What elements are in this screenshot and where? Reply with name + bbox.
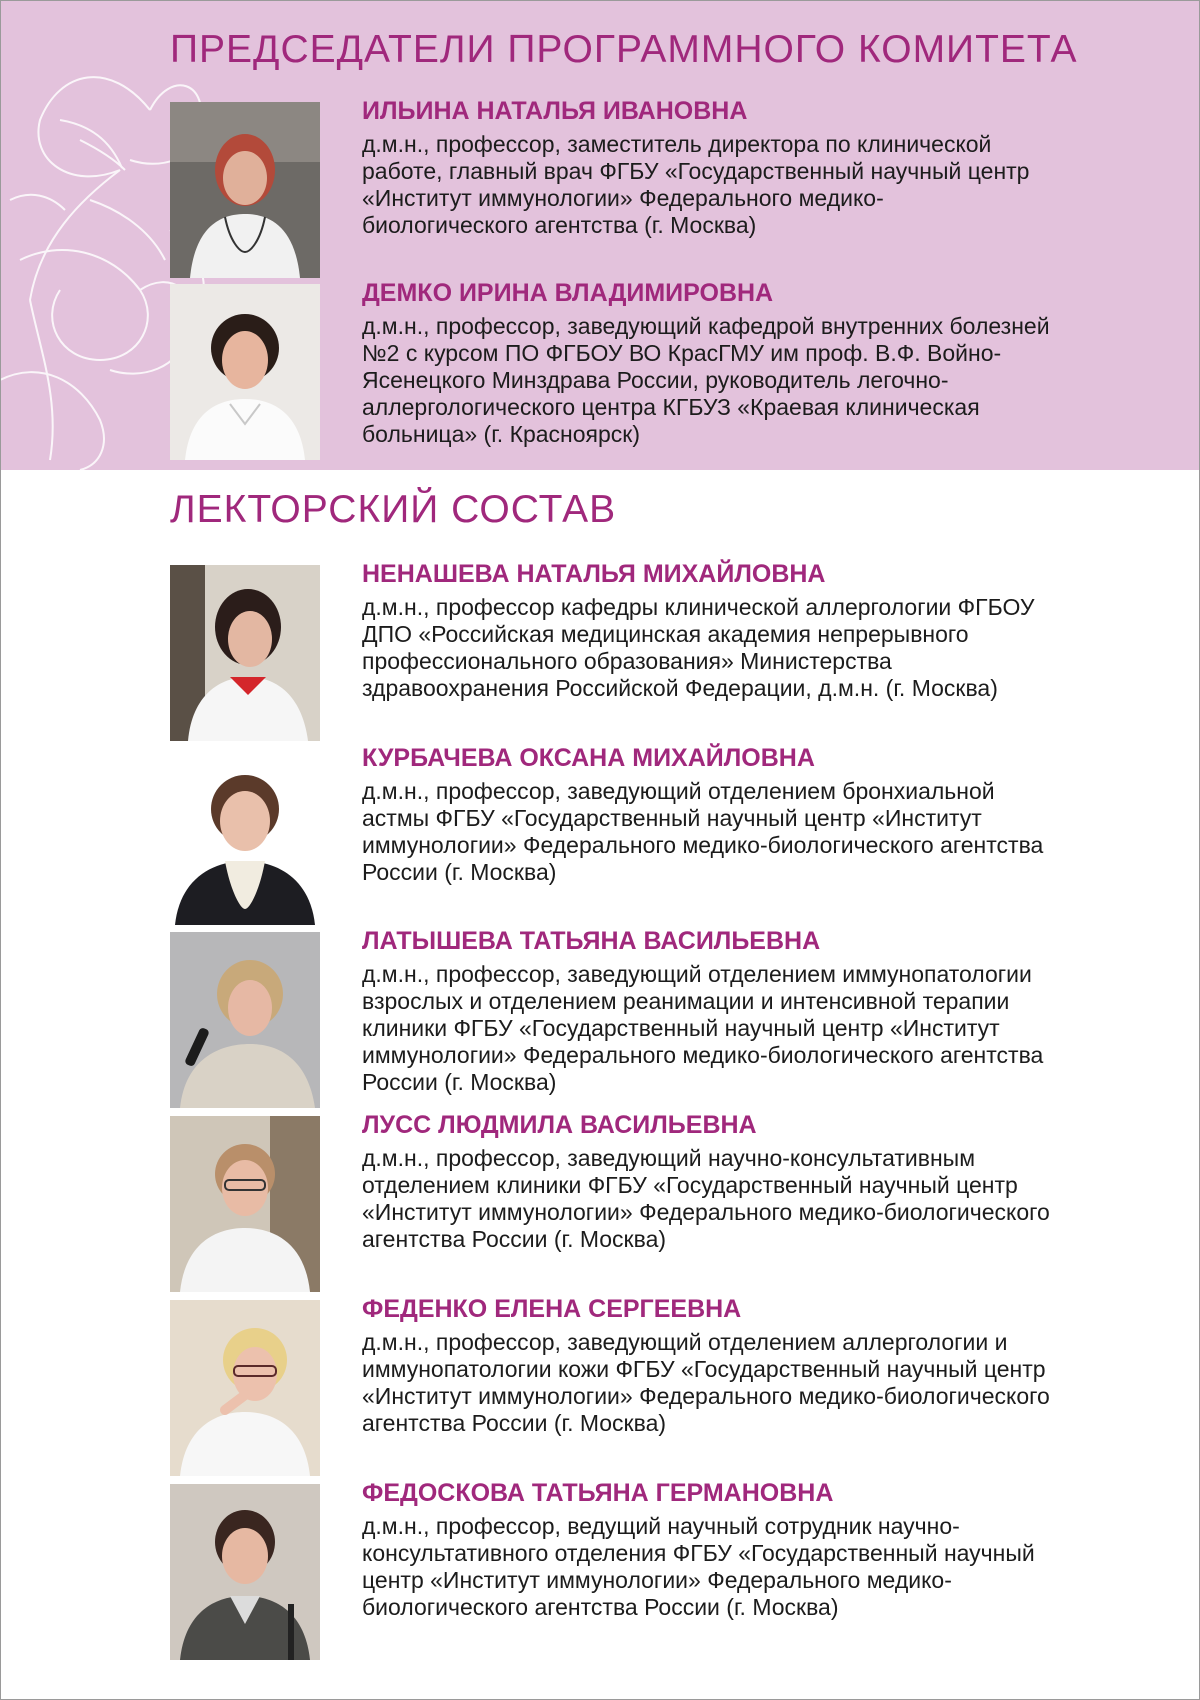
person-name: КУРБАЧЕВА ОКСАНА МИХАЙЛОВНА bbox=[362, 744, 815, 772]
person-description: д.м.н., профессор, ведущий научный сотрудник научно- консультативного отделения ФГБУ «Государственный научный центр «Институт иммунологии» Федерального медико- биологического агентства России (г. Москва) bbox=[362, 1513, 1035, 1620]
person-name: ФЕДОСКОВА ТАТЬЯНА ГЕРМАНОВНА bbox=[362, 1479, 834, 1507]
person-name: ИЛЬИНА НАТАЛЬЯ ИВАНОВНА bbox=[362, 97, 748, 125]
person-description: д.м.н., профессор, заведующий отделением аллергологии и иммунопатологии кожи ФГБУ «Государственный научный центр «Институт иммунологии» Федерального медико-биологического агентства России (г. Москва) bbox=[362, 1329, 1050, 1436]
person-description: д.м.н., профессор, заведующий кафедрой внутренних болезней №2 с курсом ПО ФГБОУ ВО КрасГМУ им проф. В.Ф. Войно- Ясенецкого Минздрава России, руководитель легочно- аллергологического центра КГБУЗ «Краевая клиническая больница» (г. Красноярск) bbox=[362, 313, 1050, 447]
chair-card bbox=[170, 279, 1150, 464]
portrait-photo bbox=[170, 102, 320, 278]
lecturer-card bbox=[170, 560, 1150, 745]
person-name: ДЕМКО ИРИНА ВЛАДИМИРОВНА bbox=[362, 279, 774, 307]
person-name: ФЕДЕНКО ЕЛЕНА СЕРГЕЕВНА bbox=[362, 1295, 742, 1323]
person-name: ЛАТЫШЕВА ТАТЬЯНА ВАСИЛЬЕВНА bbox=[362, 927, 821, 955]
chairs-section-title: ПРЕДСЕДАТЕЛИ ПРОГРАММНОГО КОМИТЕТА bbox=[170, 28, 1078, 71]
portrait-photo bbox=[170, 1116, 320, 1292]
portrait-photo bbox=[170, 1484, 320, 1660]
portrait-photo bbox=[170, 932, 320, 1108]
lecturer-card bbox=[170, 1295, 1150, 1480]
person-name: ЛУСС ЛЮДМИЛА ВАСИЛЬЕВНА bbox=[362, 1111, 757, 1139]
lecturer-card bbox=[170, 1111, 1150, 1296]
lecturer-card bbox=[170, 744, 1150, 929]
portrait-photo bbox=[170, 749, 320, 925]
portrait-photo bbox=[170, 565, 320, 741]
lecturers-section-title: ЛЕКТОРСКИЙ СОСТАВ bbox=[170, 488, 617, 531]
person-description: д.м.н., профессор, заведующий отделением бронхиальной астмы ФГБУ «Государственный научный центр «Институт иммунологии» Федерального медико-биологического агентства России (г. Москва) bbox=[362, 778, 1044, 885]
chair-card bbox=[170, 97, 1150, 282]
lecturer-card bbox=[170, 1479, 1150, 1664]
portrait-photo bbox=[170, 1300, 320, 1476]
person-description: д.м.н., профессор кафедры клинической аллергологии ФГБОУ ДПО «Российская медицинская академия непрерывного профессионального образования» Министерства здравоохранения Российской Федерации, д.м.н. (г. Москва) bbox=[362, 594, 1035, 701]
person-description: д.м.н., профессор, заведующий отделением иммунопатологии взрослых и отделением реанимации и интенсивной терапии клиники ФГБУ «Государственный научный центр «Институт иммунологии» Федерального медико-биологического агентства России (г. Москва) bbox=[362, 961, 1044, 1095]
portrait-photo bbox=[170, 284, 320, 460]
person-description: д.м.н., профессор, заместитель директора по клинической работе, главный врач ФГБУ «Государственный научный центр «Институт иммунологии» Федерального медико- биологического агентства (г. Москва) bbox=[362, 131, 1030, 238]
person-name: НЕНАШЕВА НАТАЛЬЯ МИХАЙЛОВНА bbox=[362, 560, 826, 588]
person-description: д.м.н., профессор, заведующий научно-консультативным отделением клиники ФГБУ «Государственный научный центр «Институт иммунологии» Федерального медико-биологического агентства России (г. Москва) bbox=[362, 1145, 1050, 1252]
lecturer-card bbox=[170, 927, 1150, 1112]
